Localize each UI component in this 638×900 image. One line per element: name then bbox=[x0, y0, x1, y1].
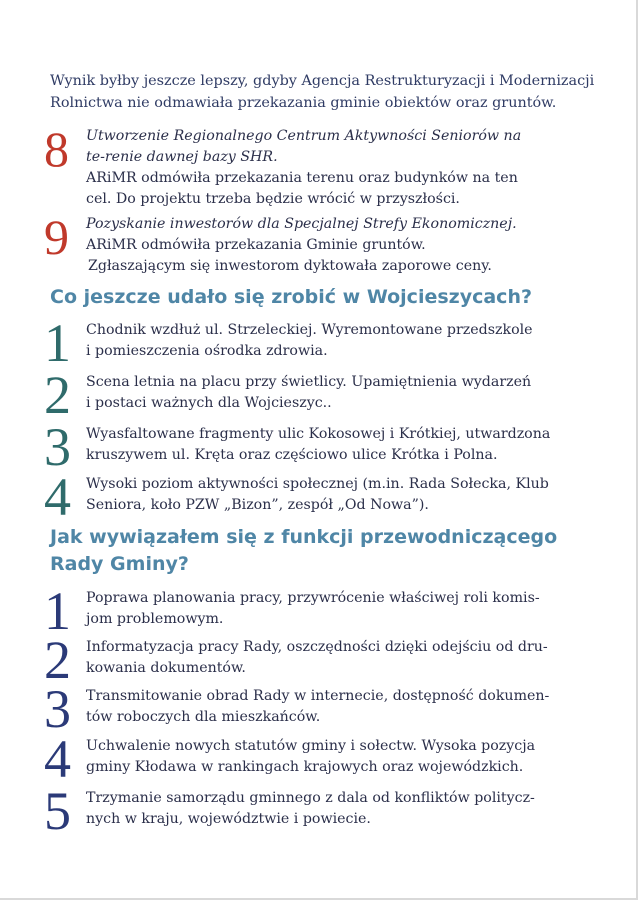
item-text bbox=[86, 474, 589, 516]
item-line: kowania dokumentów. bbox=[86, 660, 246, 676]
intro-paragraph bbox=[50, 70, 595, 114]
item-line: Poprawa planowania pracy, przywrócenie właściwej roli komis- bbox=[86, 590, 540, 606]
item-number: 4 bbox=[44, 467, 71, 527]
item-text bbox=[86, 126, 589, 210]
item-line: Wysoki poziom aktywności społecznej (m.in. Rada Sołecka, Klub bbox=[86, 476, 549, 492]
item-line: i pomieszczenia ośrodka zdrowia. bbox=[86, 343, 328, 359]
item-line: gminy Kłodawa w rankingach krajowych oraz wojewódzkich. bbox=[86, 759, 524, 775]
item-number: 3 bbox=[44, 417, 71, 477]
item-line: Seniora, koło PZW „Bizon”, zespół „Od Nowa”). bbox=[86, 497, 429, 513]
item-text bbox=[86, 788, 589, 830]
item-text bbox=[86, 686, 589, 728]
section-heading-wojcieszyce bbox=[50, 284, 610, 311]
item-number: 8 bbox=[44, 121, 69, 177]
item-body-line: Zgłaszającym się inwestorom dyktowała zaporowe ceny. bbox=[88, 258, 492, 274]
item-title-line: Utworzenie Regionalnego Centrum Aktywności Seniorów na bbox=[86, 128, 522, 144]
heading-line: Co jeszcze udało się zrobić w Wojcieszycach? bbox=[50, 286, 532, 308]
item-text bbox=[86, 372, 589, 414]
item-line: Scena letnia na placu przy świetlicy. Upamiętnienia wydarzeń bbox=[86, 374, 532, 390]
intro-line: Rolnictwa nie odmawiała przekazania gminie obiektów oraz gruntów. bbox=[50, 95, 557, 111]
section-heading-council bbox=[50, 524, 610, 578]
item-body-line: cel. Do projektu trzeba będzie wrócić w przyszłości. bbox=[86, 191, 460, 207]
item-number: 5 bbox=[44, 781, 71, 841]
item-line: tów roboczych dla mieszkańców. bbox=[86, 709, 321, 725]
item-line: Trzymanie samorządu gminnego z dala od konfliktów politycz- bbox=[86, 790, 535, 806]
item-number: 4 bbox=[44, 729, 71, 789]
item-title-line: te-renie dawnej bazy SHR. bbox=[86, 149, 278, 165]
item-title-line: Pozyskanie inwestorów dla Specjalnej Strefy Ekonomicznej. bbox=[86, 216, 517, 232]
item-text bbox=[86, 214, 589, 277]
item-number: 2 bbox=[44, 365, 71, 425]
item-text bbox=[86, 736, 589, 778]
item-number: 1 bbox=[44, 581, 71, 641]
item-line: Chodnik wzdłuż ul. Strzeleckiej. Wyremontowane przedszkole bbox=[86, 322, 533, 338]
item-number: 2 bbox=[44, 630, 71, 690]
item-line: kruszywem ul. Kręta oraz częściowo ulice Krótka i Polna. bbox=[86, 447, 498, 463]
item-number: 9 bbox=[44, 209, 69, 265]
item-line: Uchwalenie nowych statutów gminy i sołectw. Wysoka pozycja bbox=[86, 738, 536, 754]
item-body-line: ARiMR odmówiła przekazania terenu oraz budynków na ten bbox=[86, 170, 518, 186]
item-number: 3 bbox=[44, 679, 71, 739]
item-text bbox=[86, 637, 589, 679]
item-body-line: ARiMR odmówiła przekazania Gminie gruntów. bbox=[86, 237, 426, 253]
item-line: Transmitowanie obrad Rady w internecie, dostępność dokumen- bbox=[86, 688, 550, 704]
heading-line: Rady Gminy? bbox=[50, 553, 189, 575]
item-text bbox=[86, 424, 589, 466]
item-line: i postaci ważnych dla Wojcieszyc.. bbox=[86, 395, 332, 411]
item-line: Informatyzacja pracy Rady, oszczędności dzięki odejściu od dru- bbox=[86, 639, 548, 655]
item-text bbox=[86, 588, 589, 630]
intro-line: Wynik byłby jeszcze lepszy, gdyby Agencja Restrukturyzacji i Modernizacji bbox=[50, 73, 595, 89]
item-line: Wyasfaltowane fragmenty ulic Kokosowej i Krótkiej, utwardzona bbox=[86, 426, 551, 442]
heading-line: Jak wywiązałem się z funkcji przewodniczącego bbox=[50, 526, 558, 548]
item-line: nych w kraju, województwie i powiecie. bbox=[86, 811, 371, 827]
item-text bbox=[86, 320, 589, 362]
item-number: 1 bbox=[44, 313, 71, 373]
item-line: jom problemowym. bbox=[86, 611, 224, 627]
